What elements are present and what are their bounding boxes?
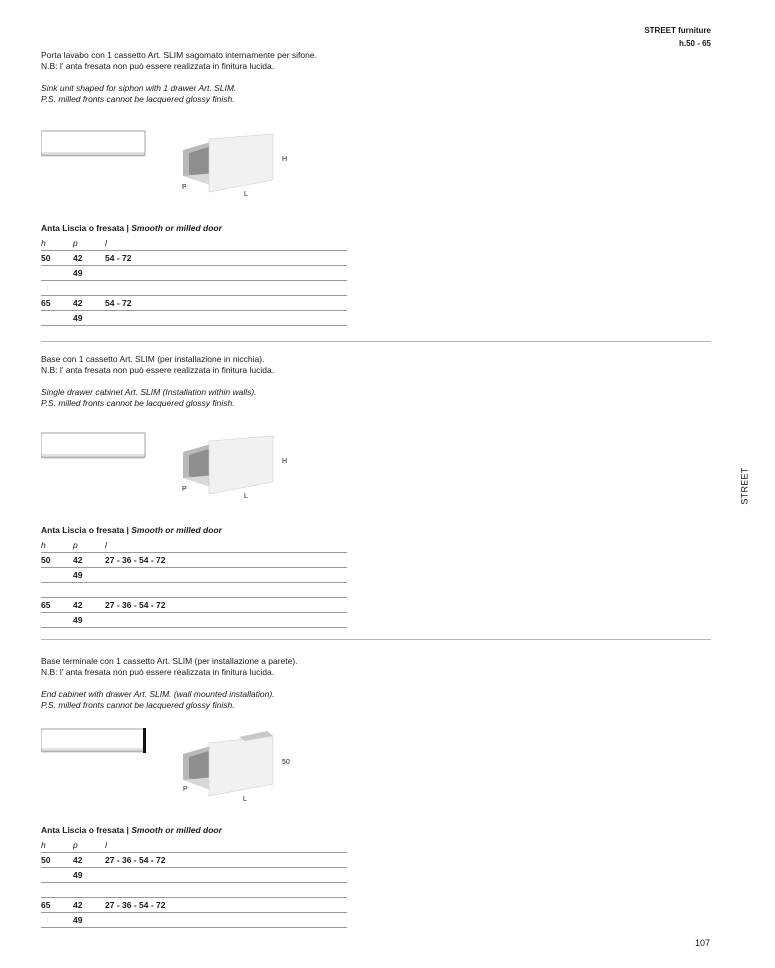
column-header-l: l <box>105 838 347 853</box>
description-italian-line-2: N.B: l’ anta fresata non può essere realizzata in finitura lucida. <box>41 61 275 71</box>
cell-h <box>41 266 73 281</box>
page-number: 107 <box>694 938 710 948</box>
cell-h <box>41 913 73 928</box>
plan-view-icon <box>41 433 145 458</box>
cell-l: 54 - 72 <box>105 296 347 311</box>
cell-h <box>41 311 73 326</box>
dimension-label-p: P <box>182 486 187 493</box>
cell-h <box>41 613 73 628</box>
table-row <box>41 266 347 281</box>
column-header-l: l <box>105 538 347 553</box>
product-section-1 <box>41 50 711 340</box>
description-english-line-1: Single drawer cabinet Art. SLIM (Installation within walls). <box>41 387 257 397</box>
cabinet-drawing-svg <box>41 130 321 202</box>
cell-h: 50 <box>41 553 73 568</box>
table-row <box>41 853 347 868</box>
description-english-line-2: P.S. milled fronts cannot be lacquered glossy finish. <box>41 700 235 710</box>
cell-p: 49 <box>73 311 105 326</box>
description-italian-line-1: Porta lavabo con 1 cassetto Art. SLIM sagomato internamente per sifone. <box>41 50 317 60</box>
table-row <box>41 913 347 928</box>
dimensions-table <box>41 538 347 628</box>
cell-h: 50 <box>41 251 73 266</box>
plan-view-icon <box>41 131 145 156</box>
column-header-p: p <box>73 838 105 853</box>
dimension-label-p: P <box>183 786 188 793</box>
cell-l <box>105 266 347 281</box>
cell-p: 49 <box>73 568 105 583</box>
header-subtitle: h.50 - 65 <box>678 39 711 48</box>
dimension-label-h: H <box>282 156 288 163</box>
table-title <box>41 825 222 835</box>
column-header-h: h <box>41 838 73 853</box>
column-header-h: h <box>41 538 73 553</box>
column-header-h: h <box>41 236 73 251</box>
description-italian-line-1: Base terminale con 1 cassetto Art. SLIM (per installazione a parete). <box>41 656 298 666</box>
perspective-cabinet-icon <box>183 134 273 192</box>
table-title-english: Smooth or milled door <box>131 825 222 835</box>
dimension-label-p: P <box>182 184 187 191</box>
cell-p: 49 <box>73 913 105 928</box>
table-row <box>41 613 347 628</box>
description-italian-line-2: N.B: l’ anta fresata non può essere realizzata in finitura lucida. <box>41 365 275 375</box>
dimension-label-h: 50 <box>282 759 290 766</box>
header-title: STREET furniture <box>644 26 711 35</box>
table-title <box>41 223 222 233</box>
description-italian-line-2: N.B: l’ anta fresata non può essere realizzata in finitura lucida. <box>41 667 275 677</box>
cell-p: 42 <box>73 853 105 868</box>
cell-h: 65 <box>41 598 73 613</box>
table-header-row <box>41 838 347 853</box>
description-english-line-1: Sink unit shaped for siphon with 1 drawer Art. SLIM. <box>41 83 237 93</box>
perspective-cabinet-icon <box>183 731 273 796</box>
table-row <box>41 568 347 583</box>
dimension-label-l: L <box>243 796 247 803</box>
cell-l <box>105 568 347 583</box>
cell-l: 54 - 72 <box>105 251 347 266</box>
table-title <box>41 525 222 535</box>
table-title-english: Smooth or milled door <box>131 525 222 535</box>
table-row <box>41 296 347 311</box>
table-title-italian: Anta Liscia o fresata | <box>41 223 129 233</box>
product-drawing <box>41 728 321 803</box>
table-title-italian: Anta Liscia o fresata | <box>41 825 129 835</box>
product-drawing <box>41 130 321 202</box>
product-section-2 <box>41 354 711 639</box>
side-tab-label: STREET <box>740 467 750 505</box>
cell-p: 42 <box>73 296 105 311</box>
cell-l <box>105 613 347 628</box>
cell-p: 42 <box>73 598 105 613</box>
cell-l: 27 - 36 - 54 - 72 <box>105 598 347 613</box>
cell-p: 42 <box>73 898 105 913</box>
table-row <box>41 553 347 568</box>
perspective-cabinet-icon <box>183 436 273 494</box>
product-description <box>41 354 711 409</box>
plan-view-icon <box>41 728 146 753</box>
column-header-p: p <box>73 236 105 251</box>
table-row <box>41 898 347 913</box>
cell-h: 50 <box>41 853 73 868</box>
product-description <box>41 50 711 105</box>
table-spacer-row <box>41 281 347 296</box>
dimension-label-h: H <box>282 458 288 465</box>
dimensions-table <box>41 838 347 928</box>
table-title-italian: Anta Liscia o fresata | <box>41 525 129 535</box>
description-english-line-1: End cabinet with drawer Art. SLIM. (wall mounted installation). <box>41 689 275 699</box>
side-tab <box>735 466 755 506</box>
product-section-3 <box>41 656 711 936</box>
cell-l <box>105 868 347 883</box>
description-italian-line-1: Base con 1 cassetto Art. SLIM (per installazione in nicchia). <box>41 354 265 364</box>
table-header-row <box>41 538 347 553</box>
description-english-line-2: P.S. milled fronts cannot be lacquered glossy finish. <box>41 94 235 104</box>
cell-l: 27 - 36 - 54 - 72 <box>105 853 347 868</box>
product-description <box>41 656 711 711</box>
cell-h <box>41 568 73 583</box>
table-row <box>41 598 347 613</box>
cell-h: 65 <box>41 898 73 913</box>
table-header-row <box>41 236 347 251</box>
table-row <box>41 311 347 326</box>
cell-l: 27 - 36 - 54 - 72 <box>105 553 347 568</box>
table-spacer-row <box>41 883 347 898</box>
cell-l <box>105 311 347 326</box>
dimension-label-l: L <box>244 191 248 198</box>
column-header-p: p <box>73 538 105 553</box>
dimensions-table <box>41 236 347 326</box>
table-row <box>41 251 347 266</box>
cabinet-drawing-svg <box>41 432 321 504</box>
cell-p: 49 <box>73 266 105 281</box>
cell-p: 49 <box>73 868 105 883</box>
cell-p: 42 <box>73 251 105 266</box>
table-title-english: Smooth or milled door <box>131 223 222 233</box>
cell-h <box>41 868 73 883</box>
cell-l: 27 - 36 - 54 - 72 <box>105 898 347 913</box>
section-divider <box>41 639 711 640</box>
cell-l <box>105 913 347 928</box>
section-divider <box>41 341 711 342</box>
table-spacer-row <box>41 583 347 598</box>
column-header-l: l <box>105 236 347 251</box>
product-drawing <box>41 432 321 504</box>
cell-p: 42 <box>73 553 105 568</box>
table-row <box>41 868 347 883</box>
description-english-line-2: P.S. milled fronts cannot be lacquered glossy finish. <box>41 398 235 408</box>
cell-p: 49 <box>73 613 105 628</box>
cabinet-drawing-svg <box>41 728 321 806</box>
dimension-label-l: L <box>244 493 248 500</box>
cell-h: 65 <box>41 296 73 311</box>
